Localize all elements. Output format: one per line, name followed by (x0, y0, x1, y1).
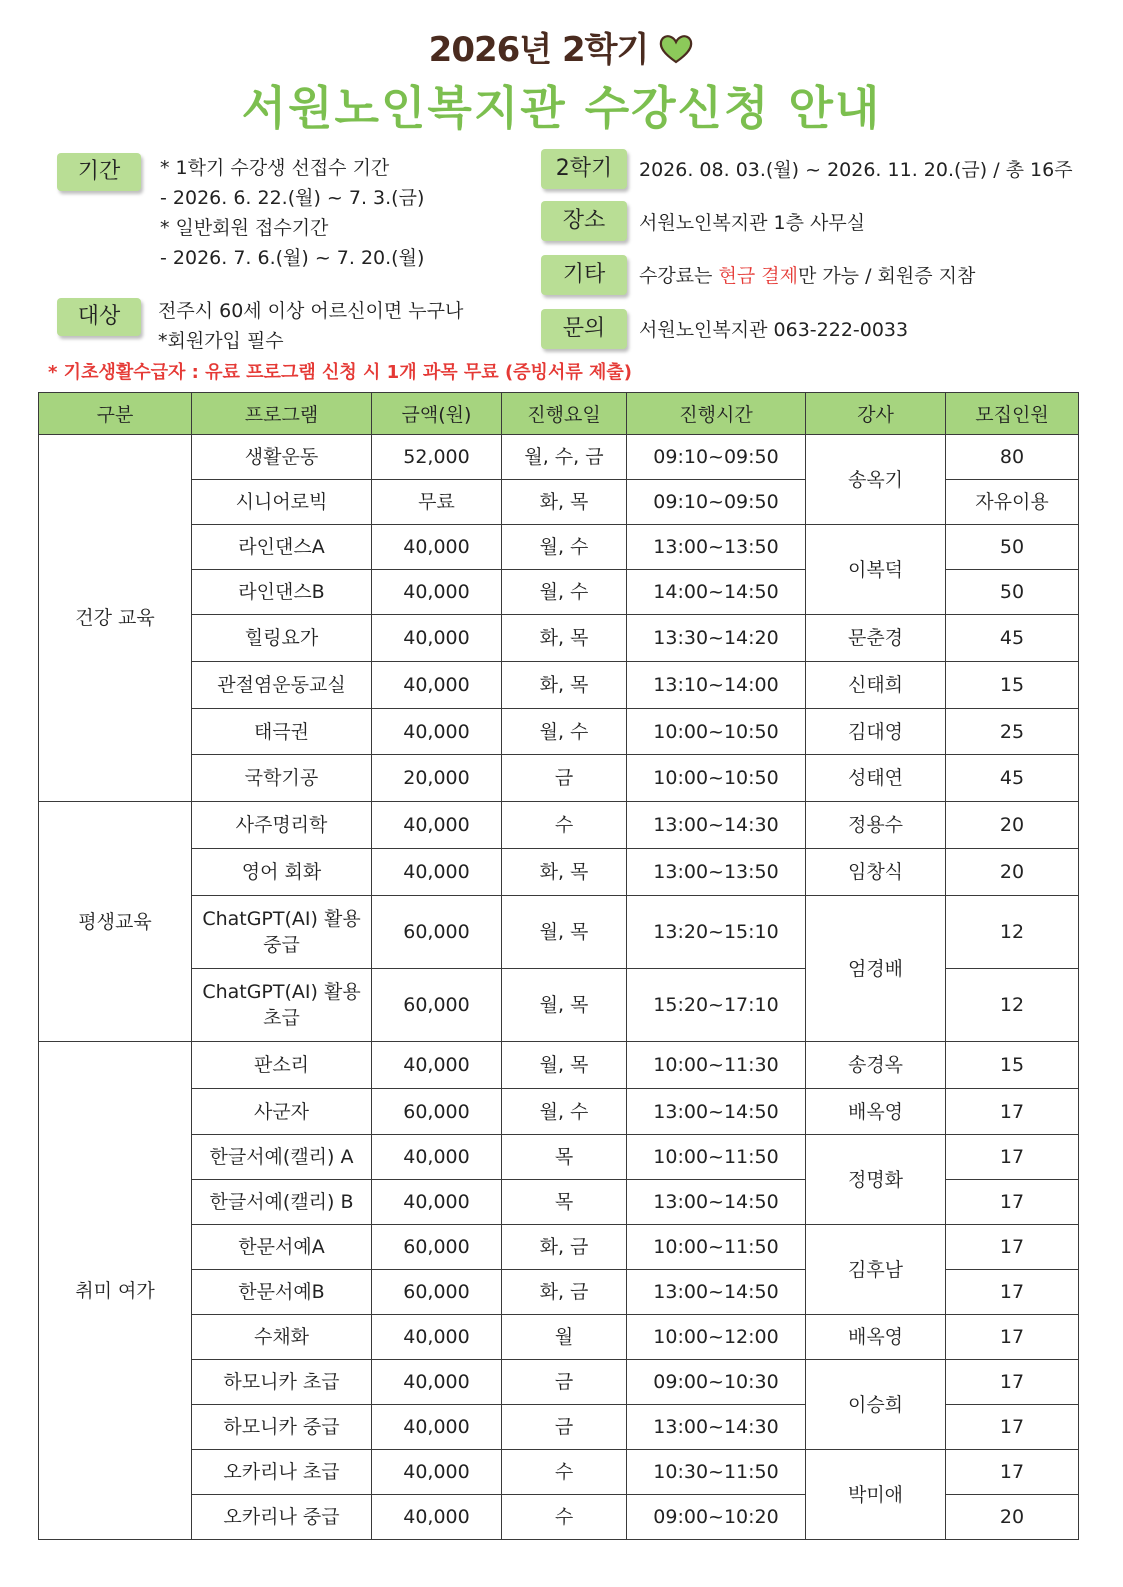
program-cell (192, 480, 372, 525)
teacher-cell: 엄경배 (806, 896, 946, 1042)
table-row (39, 802, 1079, 849)
program-cell (192, 709, 372, 755)
period-line: - 2026. 6. 22.(월) ~ 7. 3.(금) (160, 187, 425, 209)
days-cell: 화, 목 (502, 615, 627, 662)
time-cell: 14:00~14:50 (627, 570, 806, 615)
time-cell: 09:00~10:30 (627, 1360, 806, 1405)
program-name-line: ChatGPT(AI) 활용 (202, 981, 361, 1003)
table-row (39, 755, 1079, 802)
program-cell (192, 1042, 372, 1089)
price-cell: 무료 (372, 480, 502, 525)
etc-text-highlight: 현금 결제 (718, 265, 798, 287)
header-program: 프로그램 (192, 393, 372, 435)
teacher-cell: 임창식 (806, 849, 946, 896)
program-cell (192, 755, 372, 802)
days-cell: 금 (502, 1360, 627, 1405)
program-cell (192, 802, 372, 849)
price-cell: 20,000 (372, 755, 502, 802)
category-cell: 건강 교육 (39, 435, 192, 802)
price-cell: 60,000 (372, 969, 502, 1042)
capacity-cell: 15 (946, 1042, 1079, 1089)
program-cell (192, 1089, 372, 1135)
days-cell: 화, 금 (502, 1225, 627, 1270)
price-cell: 40,000 (372, 615, 502, 662)
days-cell: 수 (502, 1450, 627, 1495)
title-line-2: 서원노인복지관 수강신청 안내 (241, 81, 882, 135)
program-cell (192, 662, 372, 709)
time-cell: 10:00~10:50 (627, 709, 806, 755)
program-name-line: 태극권 (253, 720, 310, 743)
price-cell: 40,000 (372, 1405, 502, 1450)
days-cell: 금 (502, 1405, 627, 1450)
time-cell: 13:00~14:50 (627, 1089, 806, 1135)
days-cell: 수 (502, 802, 627, 849)
capacity-cell: 25 (946, 709, 1079, 755)
period-info (160, 153, 424, 273)
teacher-cell: 송옥기 (806, 435, 946, 525)
teacher-cell: 이복덕 (806, 525, 946, 615)
table-row (39, 1042, 1079, 1089)
program-name-line: 초급 (263, 1007, 300, 1029)
price-cell: 40,000 (372, 525, 502, 570)
capacity-cell: 17 (946, 1315, 1079, 1360)
program-name-line: 오카리나 중급 (223, 1506, 340, 1528)
teacher-cell: 성태연 (806, 755, 946, 802)
category-cell: 취미 여가 (39, 1042, 192, 1540)
capacity-cell: 17 (946, 1089, 1079, 1135)
program-cell (192, 570, 372, 615)
teacher-cell: 이승희 (806, 1360, 946, 1450)
capacity-cell: 17 (946, 1405, 1079, 1450)
teacher-cell: 박미애 (806, 1450, 946, 1540)
capacity-cell: 17 (946, 1270, 1079, 1315)
program-name-line: 오카리나 초급 (223, 1461, 340, 1483)
price-cell: 60,000 (372, 1225, 502, 1270)
days-cell: 월, 수 (502, 570, 627, 615)
period-tag: 기간 (57, 153, 141, 191)
period-line: - 2026. 7. 6.(월) ~ 7. 20.(월) (160, 247, 425, 269)
table-header-row (39, 393, 1079, 435)
teacher-cell: 정용수 (806, 802, 946, 849)
target-line: *회원가입 필수 (158, 330, 284, 352)
program-name-line: 수채화 (253, 1326, 310, 1348)
etc-info (639, 261, 975, 291)
time-cell: 10:00~11:50 (627, 1135, 806, 1180)
capacity-cell: 12 (946, 896, 1079, 969)
capacity-cell: 17 (946, 1180, 1079, 1225)
capacity-cell: 17 (946, 1360, 1079, 1405)
days-cell: 목 (502, 1135, 627, 1180)
table-row (39, 1315, 1079, 1360)
capacity-cell: 17 (946, 1450, 1079, 1495)
teacher-cell: 배옥영 (806, 1089, 946, 1135)
table-row (39, 1089, 1079, 1135)
course-schedule-table (38, 392, 1079, 1540)
program-cell (192, 1450, 372, 1495)
price-cell: 40,000 (372, 1315, 502, 1360)
header-category: 구분 (39, 393, 192, 435)
price-cell: 40,000 (372, 1450, 502, 1495)
teacher-cell: 송경옥 (806, 1042, 946, 1089)
program-cell (192, 896, 372, 969)
price-cell: 40,000 (372, 570, 502, 615)
price-cell: 40,000 (372, 1042, 502, 1089)
program-name-line: 중급 (263, 934, 300, 956)
target-info (158, 296, 463, 356)
capacity-cell: 20 (946, 1495, 1079, 1540)
table-row (39, 435, 1079, 480)
contact-info: 서원노인복지관 063-222-0033 (639, 319, 909, 341)
capacity-cell: 50 (946, 570, 1079, 615)
capacity-cell: 50 (946, 525, 1079, 570)
time-cell: 13:30~14:20 (627, 615, 806, 662)
program-name-line: 한문서예A (238, 1236, 325, 1258)
capacity-cell: 12 (946, 969, 1079, 1042)
price-cell: 60,000 (372, 1089, 502, 1135)
teacher-cell: 김대영 (806, 709, 946, 755)
program-name-line: 영어 회화 (241, 861, 322, 883)
semester-tag: 2학기 (541, 149, 627, 189)
place-info: 서원노인복지관 1층 사무실 (639, 212, 866, 234)
program-name-line: 힐링요가 (244, 627, 319, 649)
program-name-line: 시니어로빅 (235, 491, 328, 513)
days-cell: 화, 목 (502, 480, 627, 525)
table-row (39, 1450, 1079, 1495)
teacher-cell: 신태희 (806, 662, 946, 709)
time-cell: 10:00~12:00 (627, 1315, 806, 1360)
program-cell (192, 1360, 372, 1405)
time-cell: 13:00~13:50 (627, 849, 806, 896)
program-cell (192, 1315, 372, 1360)
program-cell (192, 1270, 372, 1315)
capacity-cell: 20 (946, 802, 1079, 849)
place-tag: 장소 (541, 201, 627, 241)
price-cell: 40,000 (372, 662, 502, 709)
program-cell (192, 1495, 372, 1540)
table-row (39, 525, 1079, 570)
program-name-line: 생활운동 (244, 446, 319, 468)
time-cell: 09:00~10:20 (627, 1495, 806, 1540)
program-name-line: 관절염운동교실 (217, 674, 346, 696)
days-cell: 월, 목 (502, 969, 627, 1042)
time-cell: 15:20~17:10 (627, 969, 806, 1042)
target-line: 전주시 60세 이상 어르신이면 누구나 (158, 300, 464, 322)
program-cell (192, 1225, 372, 1270)
period-line: * 1학기 수강생 선접수 기간 (160, 157, 390, 179)
semester-info: 2026. 08. 03.(월) ~ 2026. 11. 20.(금) / 총 16주 (639, 159, 1073, 181)
days-cell: 월, 수 (502, 709, 627, 755)
table-row (39, 662, 1079, 709)
capacity-cell: 80 (946, 435, 1079, 480)
program-cell (192, 969, 372, 1042)
teacher-cell: 문춘경 (806, 615, 946, 662)
price-cell: 40,000 (372, 1360, 502, 1405)
teacher-cell: 김후남 (806, 1225, 946, 1315)
program-name-line: 판소리 (253, 1054, 310, 1076)
header-price: 금액(원) (372, 393, 502, 435)
time-cell: 10:00~11:30 (627, 1042, 806, 1089)
time-cell: 10:00~10:50 (627, 755, 806, 802)
days-cell: 목 (502, 1180, 627, 1225)
etc-text-before: 수강료는 (639, 265, 719, 287)
capacity-cell: 17 (946, 1225, 1079, 1270)
time-cell: 13:20~15:10 (627, 896, 806, 969)
days-cell: 월 (502, 1315, 627, 1360)
price-cell: 40,000 (372, 1135, 502, 1180)
price-cell: 40,000 (372, 849, 502, 896)
days-cell: 화, 금 (502, 1270, 627, 1315)
table-row (39, 896, 1079, 969)
capacity-cell: 17 (946, 1135, 1079, 1180)
program-name-line: 사군자 (253, 1100, 310, 1123)
program-name-line: 라인댄스B (238, 581, 325, 603)
days-cell: 월, 목 (502, 1042, 627, 1089)
price-cell: 40,000 (372, 1495, 502, 1540)
header-time: 진행시간 (627, 393, 806, 435)
price-cell: 40,000 (372, 1180, 502, 1225)
target-tag: 대상 (57, 298, 141, 336)
program-name-line: 한글서예(캘리) A (209, 1146, 354, 1168)
capacity-cell: 45 (946, 615, 1079, 662)
heart-icon (658, 33, 694, 65)
program-cell (192, 1405, 372, 1450)
time-cell: 10:30~11:50 (627, 1450, 806, 1495)
capacity-cell: 20 (946, 849, 1079, 896)
program-name-line: 한문서예B (238, 1281, 325, 1303)
teacher-cell: 배옥영 (806, 1315, 946, 1360)
table-row (39, 1135, 1079, 1180)
days-cell: 화, 목 (502, 849, 627, 896)
days-cell: 수 (502, 1495, 627, 1540)
program-name-line: 하모니카 초급 (223, 1371, 340, 1393)
program-cell (192, 1180, 372, 1225)
program-name-line: ChatGPT(AI) 활용 (202, 908, 361, 930)
program-cell (192, 1135, 372, 1180)
program-name-line: 라인댄스A (238, 536, 325, 558)
table-row (39, 615, 1079, 662)
days-cell: 월, 목 (502, 896, 627, 969)
program-name-line: 국학기공 (244, 767, 319, 789)
price-cell: 40,000 (372, 802, 502, 849)
program-cell (192, 849, 372, 896)
category-cell: 평생교육 (39, 802, 192, 1042)
table-row (39, 709, 1079, 755)
table-row (39, 849, 1079, 896)
contact-tag: 문의 (541, 309, 627, 349)
time-cell: 10:00~11:50 (627, 1225, 806, 1270)
days-cell: 월, 수, 금 (502, 435, 627, 480)
time-cell: 09:10~09:50 (627, 480, 806, 525)
days-cell: 금 (502, 755, 627, 802)
capacity-cell: 15 (946, 662, 1079, 709)
time-cell: 13:00~13:50 (627, 525, 806, 570)
table-row (39, 1360, 1079, 1405)
program-name-line: 한글서예(캘리) B (209, 1191, 354, 1213)
welfare-notice: * 기초생활수급자 : 유료 프로그램 신청 시 1개 과목 무료 (증빙서류 제출) (48, 362, 632, 383)
title-year-semester: 2026년 2학기 (428, 30, 649, 70)
time-cell: 13:00~14:30 (627, 802, 806, 849)
header-teacher: 강사 (806, 393, 946, 435)
program-cell (192, 435, 372, 480)
price-cell: 60,000 (372, 1270, 502, 1315)
days-cell: 월, 수 (502, 1089, 627, 1135)
etc-tag: 기타 (541, 255, 627, 295)
program-cell (192, 525, 372, 570)
program-cell (192, 615, 372, 662)
etc-text-after: 만 가능 / 회원증 지참 (797, 265, 976, 287)
header-capacity: 모집인원 (946, 393, 1079, 435)
teacher-cell: 정명화 (806, 1135, 946, 1225)
capacity-cell: 자유이용 (946, 480, 1079, 525)
time-cell: 13:00~14:50 (627, 1270, 806, 1315)
program-name-line: 하모니카 중급 (223, 1416, 340, 1438)
table-row (39, 1225, 1079, 1270)
capacity-cell: 45 (946, 755, 1079, 802)
time-cell: 13:00~14:50 (627, 1180, 806, 1225)
program-name-line: 사주명리학 (235, 814, 328, 836)
title-line-1 (0, 22, 1123, 71)
days-cell: 화, 목 (502, 662, 627, 709)
price-cell: 52,000 (372, 435, 502, 480)
days-cell: 월, 수 (502, 525, 627, 570)
price-cell: 40,000 (372, 709, 502, 755)
table-body (39, 435, 1079, 1540)
header-days: 진행요일 (502, 393, 627, 435)
price-cell: 60,000 (372, 896, 502, 969)
time-cell: 09:10~09:50 (627, 435, 806, 480)
time-cell: 13:00~14:30 (627, 1405, 806, 1450)
time-cell: 13:10~14:00 (627, 662, 806, 709)
period-line: * 일반회원 접수기간 (160, 217, 329, 239)
